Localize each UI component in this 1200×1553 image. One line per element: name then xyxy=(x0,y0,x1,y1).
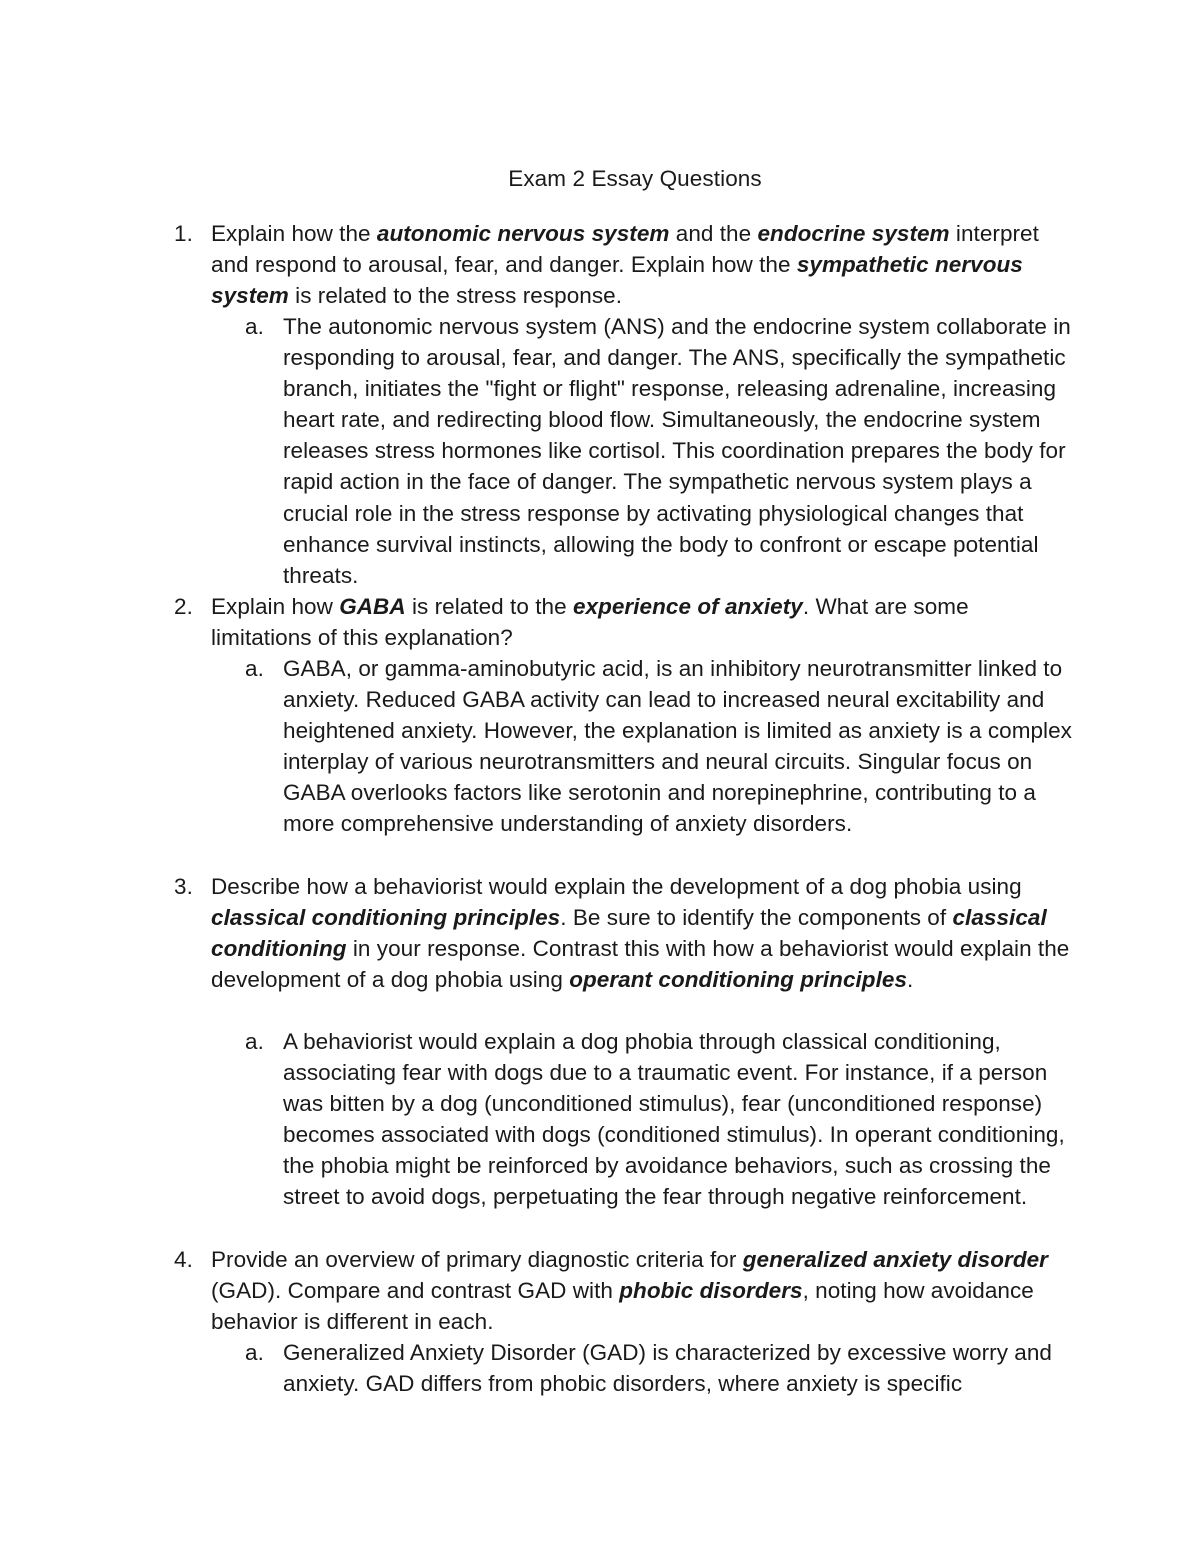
question-keyword: classical conditioning xyxy=(211,905,1047,962)
question-text: . xyxy=(907,967,914,993)
answer-marker: a. xyxy=(245,1029,264,1054)
question-text: , noting how avoidance behavior is different in each. xyxy=(211,1278,1034,1335)
question-text: Provide an overview of primary diagnostic criteria for xyxy=(211,1247,743,1272)
question-text: . What are some limitations of this explanation? xyxy=(211,594,969,651)
question-number: 4. xyxy=(174,1247,193,1272)
question-2 xyxy=(174,591,1071,653)
question-text: Describe how a behaviorist would explain the development of a dog phobia using xyxy=(211,874,1022,899)
question-text: (GAD). Compare and contrast GAD with xyxy=(211,1278,620,1304)
question-keyword: sympathetic nervous system xyxy=(211,252,1023,309)
answer-marker: a. xyxy=(245,656,264,681)
question-text: in your response. Contrast this with how a behaviorist would explain the development of a dog phobia using xyxy=(211,936,1070,993)
document-title: Exam 2 Essay Questions xyxy=(508,166,762,191)
answer-marker: a. xyxy=(245,1340,264,1365)
question-keyword: endocrine system xyxy=(757,221,950,246)
question-text: Explain how xyxy=(211,594,340,619)
question-keyword: phobic disorders xyxy=(619,1278,803,1304)
question-keyword: generalized anxiety disorder xyxy=(742,1247,1048,1272)
answer-text: The autonomic nervous system (ANS) and the endocrine system collaborate in responding to arousal, fear, and danger. The ANS, specifically the sympathetic branch, initiates the "fight or flight" response, releasing adrenaline, increasing heart rate, and redirecting blood flow. Simultaneously, the endocrine system releases stress hormones like cortisol. This coordination prepares the body for rapid action in the face of danger. The sympathetic nervous system plays a crucial role in the stress response by activating physiological changes that enhance survival instincts, allowing the body to confront or escape potential threats. xyxy=(283,314,1071,588)
question-keyword: operant conditioning principles xyxy=(569,967,908,993)
question-text: interpret and respond to arousal, fear, and danger. Explain how the xyxy=(211,221,1039,278)
question-text: . Be sure to identify the components of xyxy=(560,905,953,931)
question-keyword: experience of anxiety xyxy=(572,594,803,619)
question-text: is related to the stress response. xyxy=(288,283,623,309)
question-3 xyxy=(174,871,1071,995)
answer-4 xyxy=(245,1337,1073,1399)
question-number: 2. xyxy=(174,594,193,619)
question-text: and the xyxy=(669,221,758,246)
answer-1 xyxy=(245,311,1073,591)
answer-2 xyxy=(245,653,1073,840)
answer-marker: a. xyxy=(245,314,264,339)
question-keyword: autonomic nervous system xyxy=(376,221,670,246)
question-text: is related to the xyxy=(405,594,573,619)
answer-3 xyxy=(245,1026,1073,1213)
question-keyword: classical conditioning principles xyxy=(211,905,561,931)
answer-text: A behaviorist would explain a dog phobia through classical conditioning, associating fear with dogs due to a traumatic event. For instance, if a person was bitten by a dog (unconditioned stimulus), fear (unconditioned response) becomes associated with dogs (conditioned stimulus). In operant conditioning, the phobia might be reinforced by avoidance behaviors, such as crossing the street to avoid dogs, perpetuating the fear through negative reinforcement. xyxy=(283,1029,1065,1210)
question-keyword: GABA xyxy=(339,594,406,619)
question-1 xyxy=(174,218,1071,311)
answer-text: GABA, or gamma-aminobutyric acid, is an inhibitory neurotransmitter linked to anxiety. Reduced GABA activity can lead to increased neural excitability and heightened anxiety. However, the explanation is limited as anxiety is a complex interplay of various neurotransmitters and neural circuits. Singular focus on GABA overlooks factors like serotonin and norepinephrine, contributing to a more comprehensive understanding of anxiety disorders. xyxy=(283,656,1072,837)
question-number: 1. xyxy=(174,221,193,246)
answer-text: Generalized Anxiety Disorder (GAD) is characterized by excessive worry and anxiety. GAD differs from phobic disorders, where anxiety is specific xyxy=(283,1340,1052,1397)
question-number: 3. xyxy=(174,874,193,899)
question-text: Explain how the xyxy=(211,221,377,246)
question-4 xyxy=(174,1244,1071,1337)
